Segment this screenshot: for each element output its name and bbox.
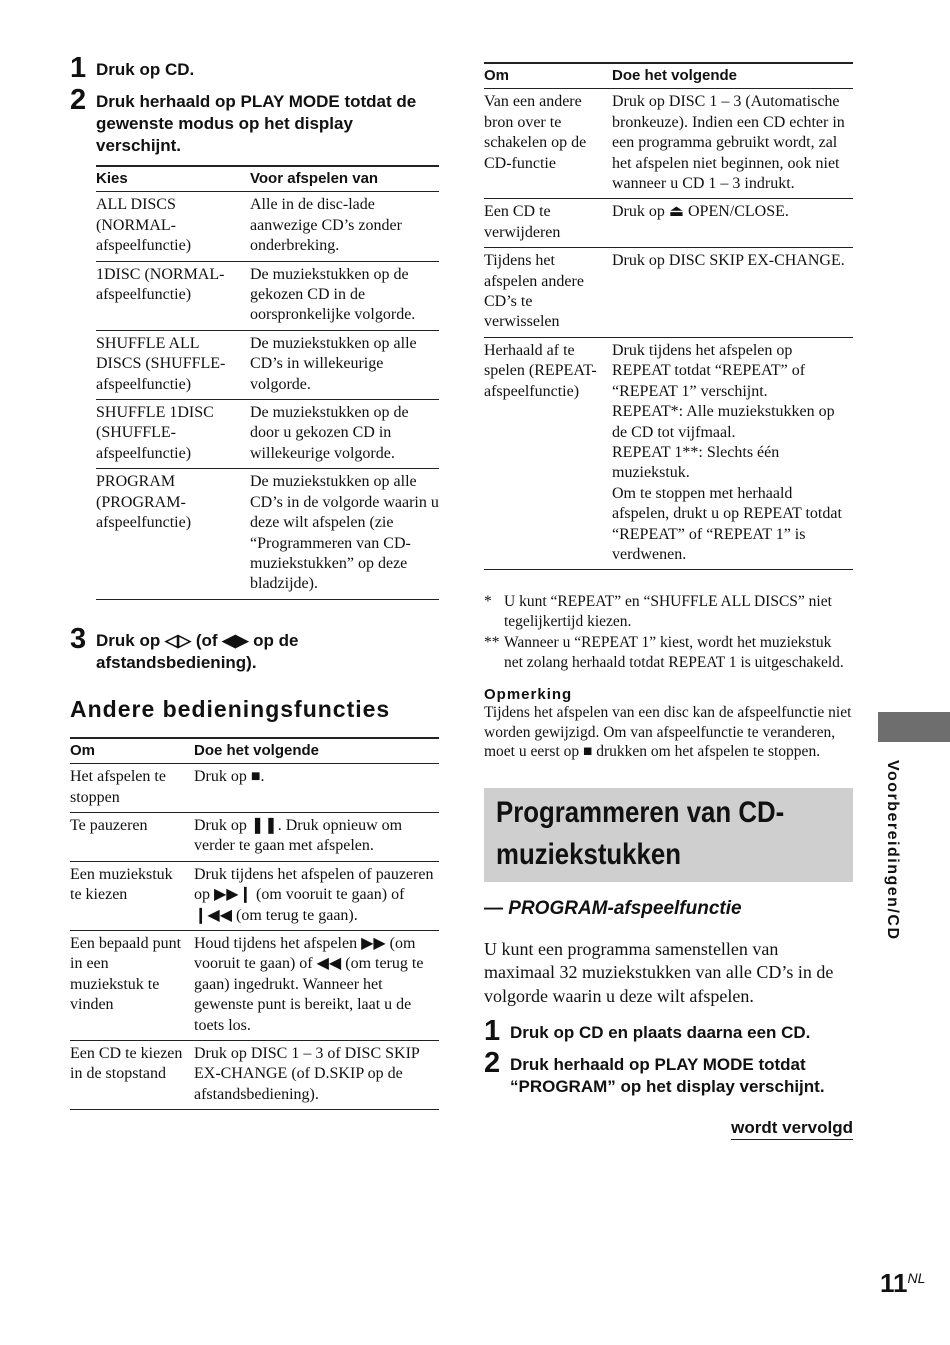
table-cell: Een bepaald punt in een muziekstuk te vinden — [70, 930, 194, 1040]
more-functions-table — [484, 62, 853, 570]
continued-label: wordt vervolgd — [731, 1118, 853, 1140]
program-step-1 — [484, 1015, 853, 1048]
left-column — [70, 52, 439, 1110]
table-header: Om — [484, 63, 612, 89]
table-cell: PROGRAM (PROGRAM-afspeelfunctie) — [96, 469, 250, 599]
table-cell: Druk op ⏏ OPEN/CLOSE. — [612, 199, 853, 248]
table-cell: De muziekstukken op de gekozen CD in de oorspronkelijke volgorde. — [250, 261, 439, 330]
step-1 — [70, 52, 439, 84]
table-row — [70, 861, 439, 930]
program-step-2 — [484, 1047, 853, 1098]
table-cell: Druk tijdens het afspelen of pauzeren op ▶▶❙ (om vooruit te gaan) of ❙◀◀ (om terug te gaan). — [194, 861, 439, 930]
step-3 — [70, 622, 439, 674]
note-title: Opmerking — [484, 686, 573, 704]
table-cell: Alle in de disc-lade aanwezige CD’s zonder onderbreking. — [250, 192, 439, 261]
step-number: 1 — [484, 1015, 501, 1048]
footnote — [484, 633, 853, 672]
step-2 — [70, 84, 439, 157]
table-cell: Druk op DISC 1 – 3 of DISC SKIP EX-CHANGE (of D.SKIP op de afstandsbediening). — [194, 1041, 439, 1110]
table-cell: SHUFFLE 1DISC (SHUFFLE-afspeelfunctie) — [96, 400, 250, 469]
step-text: Druk op CD en plaats daarna een CD. — [510, 1023, 811, 1043]
footnote — [484, 592, 853, 631]
table-row — [70, 764, 439, 813]
banner-title-line: Programmeren van CD- — [496, 795, 785, 829]
table-cell: Een CD te kiezen in de stopstand — [70, 1041, 194, 1110]
page-language: NL — [907, 1270, 926, 1286]
table-cell: De muziekstukken op alle CD’s in de volgorde waarin u deze wilt afspelen (zie “Programmeren van CD-muziekstukken” op deze bladzijde). — [250, 469, 439, 599]
table-cell: De muziekstukken op de door u gekozen CD in willekeurige volgorde. — [250, 400, 439, 469]
table-cell: Druk op ■. — [194, 764, 439, 813]
table-header: Kies — [96, 166, 250, 192]
table-header: Voor afspelen van — [250, 166, 439, 192]
table-header: Om — [70, 738, 194, 764]
footnote-text: Wanneer u “REPEAT 1” kiest, wordt het muziekstuk net zolang herhaald totdat REPEAT 1 is uitgeschakeld. — [504, 634, 844, 671]
footnote-mark: * — [484, 593, 492, 611]
table-row — [96, 261, 439, 330]
side-section-label: Voorbereidingen/CD — [884, 760, 901, 941]
footnotes — [484, 592, 853, 672]
table-row — [484, 89, 853, 199]
table-row — [70, 1041, 439, 1110]
table-row — [96, 400, 439, 469]
step-number: 1 — [70, 52, 87, 84]
table-cell: Druk op DISC 1 – 3 (Automatische bronkeuze). Indien een CD echter in een programma gebruikt wordt, zal het afspelen niet beginnen, ook niet wanneer u CD 1 – 3 indrukt. — [612, 89, 853, 199]
step-number: 2 — [70, 84, 87, 116]
table-cell: 1DISC (NORMAL-afspeelfunctie) — [96, 261, 250, 330]
footnote-mark: ** — [484, 634, 500, 652]
table-cell: SHUFFLE ALL DISCS (SHUFFLE-afspeelfunctie) — [96, 330, 250, 399]
table-cell: Druk tijdens het afspelen op REPEAT totdat “REPEAT” of “REPEAT 1” verschijnt. REPEAT*: Alle muziekstukken op de CD tot vijfmaal. REPEAT 1**: Slechts één muziekstuk. Om te stoppen met herhaald afspelen, drukt u op REPEAT totdat “REPEAT” of “REPEAT 1” is verdwenen. — [612, 337, 853, 569]
table-cell: Tijdens het afspelen andere CD’s te verwisselen — [484, 248, 612, 338]
table-row — [484, 248, 853, 338]
table-cell: Te pauzeren — [70, 812, 194, 861]
table-row — [70, 930, 439, 1040]
step-number: 2 — [484, 1047, 501, 1080]
right-column — [484, 62, 853, 1138]
table-row — [96, 192, 439, 261]
table-header-row — [484, 63, 853, 89]
table-cell: Een muziekstuk te kiezen — [70, 861, 194, 930]
table-header-row — [70, 738, 439, 764]
table-cell: ALL DISCS (NORMAL-afspeelfunctie) — [96, 192, 250, 261]
table-cell: Druk op DISC SKIP EX-CHANGE. — [612, 248, 853, 338]
table-cell: De muziekstukken op alle CD’s in willekeurige volgorde. — [250, 330, 439, 399]
table-cell: Van een andere bron over te schakelen op de CD-functie — [484, 89, 612, 199]
other-functions-table — [70, 737, 439, 1111]
note-body: Tijdens het afspelen van een disc kan de afspeelfunctie niet worden gewijzigd. Om van afspeelfunctie te veranderen, moet u eerst op ■ drukken om het afspelen te stoppen. — [484, 704, 852, 761]
table-cell: Houd tijdens het afspelen ▶▶ (om vooruit te gaan) of ◀◀ (om terug te gaan) ingedrukt. Wanneer het gewenste punt is bereikt, laat u de toets los. — [194, 930, 439, 1040]
table-header: Doe het volgende — [612, 63, 853, 89]
table-cell: Druk op ❚❚. Druk opnieuw om verder te gaan met afspelen. — [194, 812, 439, 861]
intro-paragraph: U kunt een programma samenstellen van maximaal 32 muziekstukken van alle CD’s in de volgorde waarin u deze wilt afspelen. — [484, 938, 834, 1006]
step-text: Druk op CD. — [96, 60, 195, 79]
banner-title-line: muziekstukken — [496, 837, 681, 871]
table-row — [96, 330, 439, 399]
page-number — [880, 1268, 925, 1299]
section-subtitle: — PROGRAM-afspeelfunctie — [484, 897, 742, 919]
table-row — [96, 469, 439, 599]
section-banner — [484, 788, 853, 882]
table-row — [484, 337, 853, 569]
footnote-text: U kunt “REPEAT” en “SHUFFLE ALL DISCS” niet tegelijkertijd kiezen. — [504, 593, 832, 630]
table-header-row — [96, 166, 439, 192]
table-cell: Een CD te verwijderen — [484, 199, 612, 248]
table-row — [484, 199, 853, 248]
step-number: 3 — [70, 622, 87, 655]
step-text: Druk herhaald op PLAY MODE totdat de gewenste modus op het display verschijnt. — [96, 92, 417, 155]
table-cell: Herhaald af te spelen (REPEAT-afspeelfunctie) — [484, 337, 612, 569]
table-cell: Het afspelen te stoppen — [70, 764, 194, 813]
section-tab-marker — [878, 712, 950, 742]
section-title: Andere bedieningsfuncties — [70, 695, 391, 722]
continued-note — [484, 1118, 853, 1138]
step-text: Druk herhaald op PLAY MODE totdat “PROGRAM” op het display verschijnt. — [510, 1055, 825, 1097]
table-header: Doe het volgende — [194, 738, 439, 764]
table-row — [70, 812, 439, 861]
play-mode-table — [96, 165, 439, 600]
step-text: Druk op ◁▷ (of ◀▶ op de afstandsbediening). — [96, 630, 299, 672]
page-number-value: 11 — [880, 1268, 908, 1298]
